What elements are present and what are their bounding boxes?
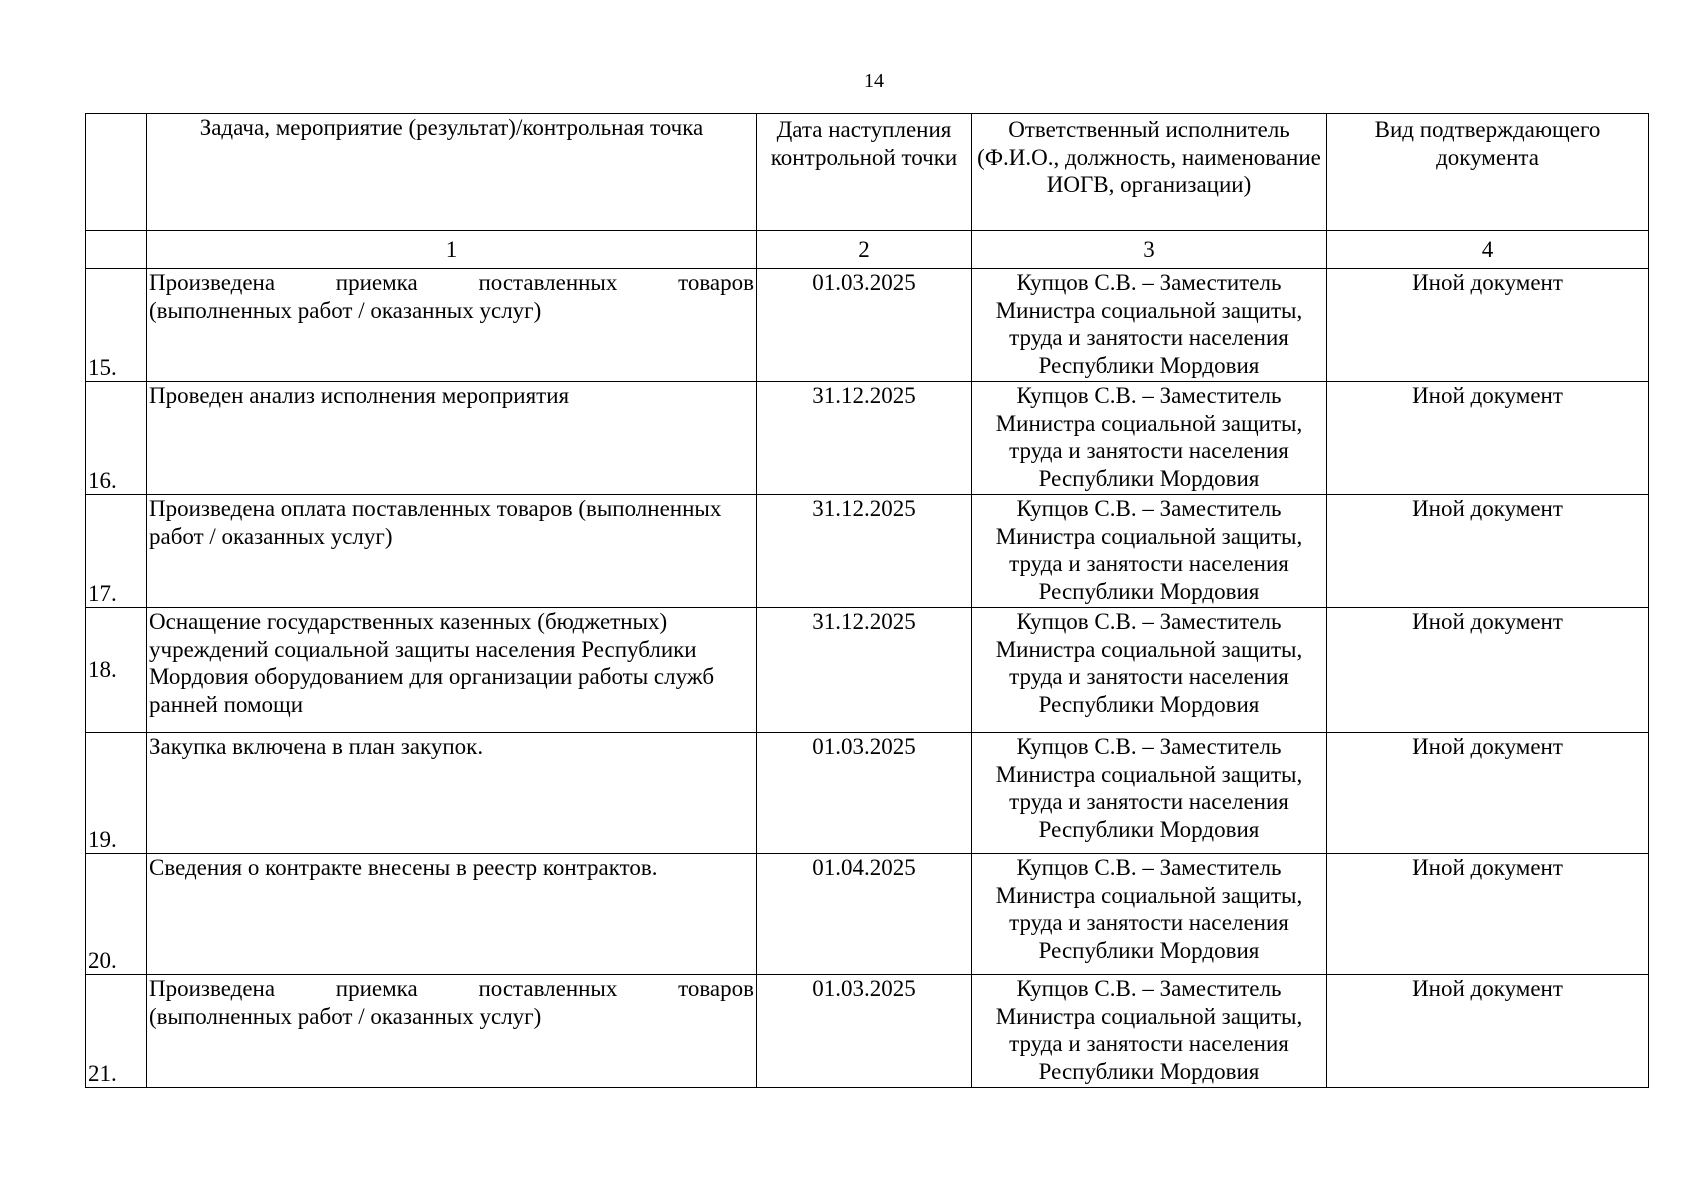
row-responsible: Купцов С.В. – Заместитель Министра социальной защиты, труда и занятости населения Республики Мордовия [972,382,1327,495]
row-document-type: Иной документ [1327,269,1649,382]
header-responsible: Ответственный исполнитель (Ф.И.О., должность, наименование ИОГВ, организации) [972,114,1327,231]
column-number: 3 [972,231,1327,269]
table-header-row [86,114,1649,231]
table-row [86,608,1649,733]
row-document-type: Иной документ [1327,733,1649,854]
row-number: 16. [86,382,147,495]
row-number: 15. [86,269,147,382]
row-date: 31.12.2025 [757,608,972,733]
row-number: 19. [86,733,147,854]
column-number: 1 [147,231,757,269]
row-task-line: (выполненных работ / оказанных услуг) [149,297,542,323]
row-responsible: Купцов С.В. – Заместитель Министра социальной защиты, труда и занятости населения Республики Мордовия [972,733,1327,854]
row-task [147,269,757,382]
row-task: Сведения о контракте внесены в реестр контрактов. [147,854,757,975]
row-task-line: (выполненных работ / оказанных услуг) [149,1003,542,1029]
row-responsible: Купцов С.В. – Заместитель Министра социальной защиты, труда и занятости населения Республики Мордовия [972,269,1327,382]
table-row [86,733,1649,854]
row-document-type: Иной документ [1327,608,1649,733]
row-number: 20. [86,854,147,975]
column-numbers-row [86,231,1649,269]
row-number: 18. [86,608,147,733]
row-date: 31.12.2025 [757,495,972,608]
table-row [86,975,1649,1088]
row-responsible: Купцов С.В. – Заместитель Министра социальной защиты, труда и занятости населения Республики Мордовия [972,975,1327,1088]
row-task: Проведен анализ исполнения мероприятия [147,382,757,495]
row-task: Оснащение государственных казенных (бюджетных) учреждений социальной защиты населения Республики Мордовия оборудованием для организации работы служб ранней помощи [147,608,757,733]
row-document-type: Иной документ [1327,495,1649,608]
row-number: 21. [86,975,147,1088]
table-row [86,382,1649,495]
row-task: Произведена оплата поставленных товаров (выполненных работ / оказанных услуг) [147,495,757,608]
page-number: 14 [864,70,884,92]
header-number [86,114,147,231]
row-task-line: Произведена приемка поставленных товаров [149,976,754,1001]
row-responsible: Купцов С.В. – Заместитель Министра социальной защиты, труда и занятости населения Республики Мордовия [972,854,1327,975]
header-date: Дата наступления контрольной точки [757,114,972,231]
column-number: 2 [757,231,972,269]
row-document-type: Иной документ [1327,382,1649,495]
column-number-empty [86,231,147,269]
row-date: 01.03.2025 [757,975,972,1088]
row-number: 17. [86,495,147,608]
row-date: 31.12.2025 [757,382,972,495]
header-task: Задача, мероприятие (результат)/контрольная точка [147,114,757,231]
row-responsible: Купцов С.В. – Заместитель Министра социальной защиты, труда и занятости населения Республики Мордовия [972,608,1327,733]
row-task: Закупка включена в план закупок. [147,733,757,854]
row-task-line: Произведена приемка поставленных товаров [149,270,754,295]
row-date: 01.03.2025 [757,733,972,854]
row-date: 01.04.2025 [757,854,972,975]
row-responsible: Купцов С.В. – Заместитель Министра социальной защиты, труда и занятости населения Республики Мордовия [972,495,1327,608]
row-document-type: Иной документ [1327,975,1649,1088]
row-task [147,975,757,1088]
row-document-type: Иной документ [1327,854,1649,975]
column-number: 4 [1327,231,1649,269]
control-points-table [85,113,1649,1088]
table-row [86,854,1649,975]
header-document-type: Вид подтверждающего документа [1327,114,1649,231]
row-date: 01.03.2025 [757,269,972,382]
table-row [86,495,1649,608]
table-row [86,269,1649,382]
